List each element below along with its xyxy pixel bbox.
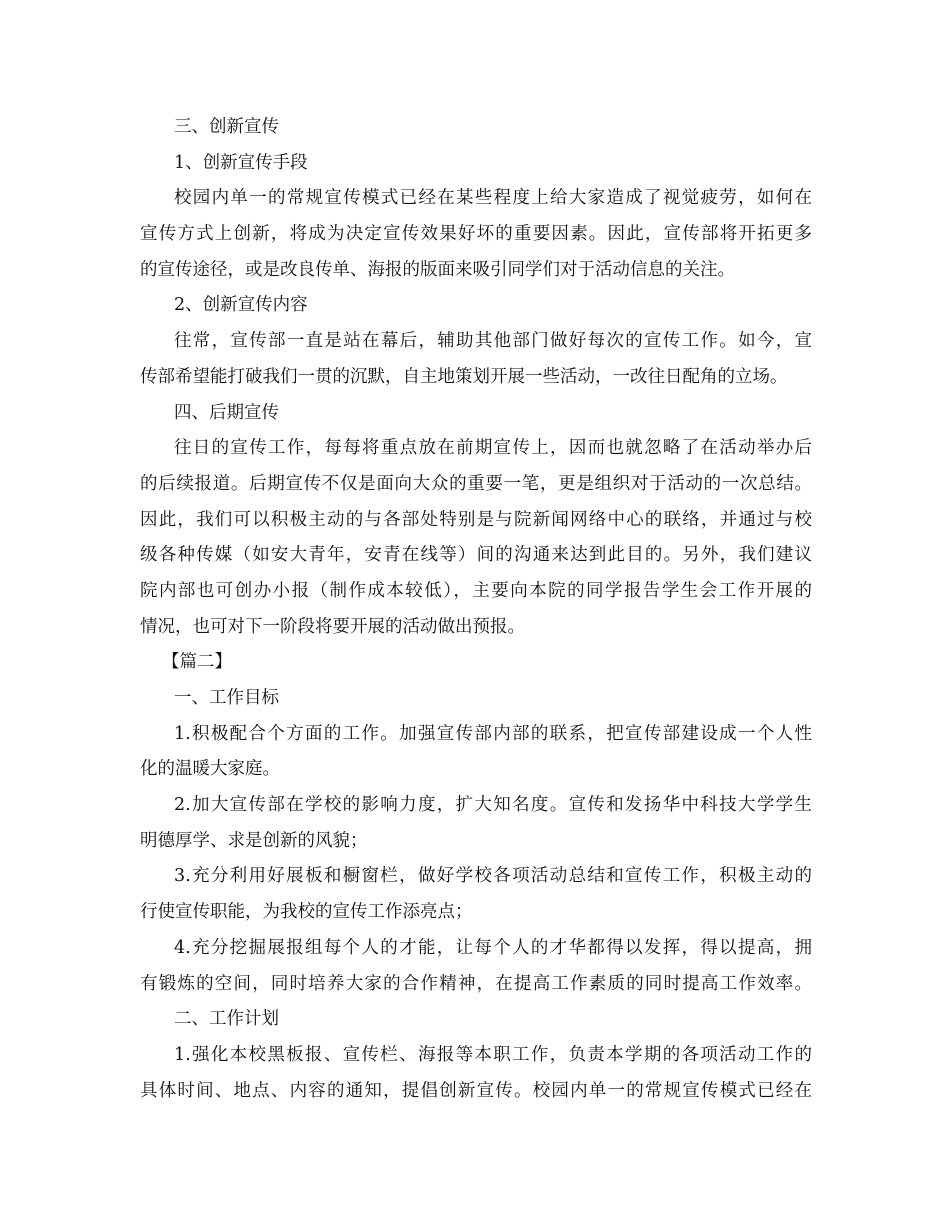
document-page (140, 110, 812, 1109)
list-item-line: 4.充分挖掘展报组每个人的才能，让每个人的才华都得以发挥，得以提高，拥 (174, 937, 812, 958)
list-item-line: 1.强化本校黑板报、宣传栏、海报等本职工作，负责本学期的各项活动工作的 (174, 1044, 812, 1065)
list-item-line: 明德厚学、求是创新的风貌； (140, 830, 368, 851)
paragraph-line: 传部希望能打破我们一贯的沉默，自主地策划开展一些活动，一改往日配角的立场。 (140, 366, 788, 387)
section-heading: 二、工作计划 (174, 1009, 279, 1030)
subsection-heading: 2、创新宣传内容 (174, 295, 308, 316)
list-item-line: 化的温暖大家庭。 (140, 759, 280, 780)
section-heading: 四、后期宣传 (174, 402, 279, 423)
list-item-line: 行使宣传职能，为我校的宣传工作添亮点； (140, 902, 473, 923)
paragraph-line: 情况，也可对下一阶段将要开展的活动做出预报。 (140, 616, 525, 637)
paragraph-line: 级各种传媒（如安大青年，安青在线等）间的沟通来达到此目的。另外，我们建议 (140, 545, 812, 566)
paragraph-line: 院内部也可创办小报（制作成本较低），主要向本院的同学报告学生会工作开展的 (140, 580, 812, 601)
paragraph-line: 的后续报道。后期宣传不仅是面向大众的重要一笔，更是组织对于活动的一次总结。 (140, 473, 812, 494)
paragraph-line: 宣传方式上创新，将成为决定宣传效果好坏的重要因素。因此，宣传部将开拓更多 (140, 224, 812, 245)
list-item-line: 有锻炼的空间，同时培养大家的合作精神，在提高工作素质的同时提高工作效率。 (140, 973, 812, 994)
part-title: 【篇二】 (162, 652, 232, 673)
paragraph-line: 往常，宣传部一直是站在幕后，辅助其他部门做好每次的宣传工作。如今，宣 (174, 331, 812, 352)
paragraph-line: 因此，我们可以积极主动的与各部处特别是与院新闻网络中心的联络，并通过与校 (140, 509, 812, 530)
paragraph-line: 往日的宣传工作，每每将重点放在前期宣传上，因而也就忽略了在活动举办后 (174, 438, 812, 459)
list-item-line: 2.加大宣传部在学校的影响力度，扩大知名度。宣传和发扬华中科技大学学生 (174, 795, 812, 816)
section-heading: 三、创新宣传 (174, 117, 279, 137)
list-item-line: 3.充分利用好展板和橱窗栏，做好学校各项活动总结和宣传工作，积极主动的 (174, 866, 812, 887)
subsection-heading: 1、创新宣传手段 (174, 152, 308, 173)
paragraph-line: 的宣传途径，或是改良传单、海报的版面来吸引同学们对于活动信息的关注。 (140, 259, 735, 280)
list-item-line: 具体时间、地点、内容的通知，提倡创新宣传。校园内单一的常规宣传模式已经在 (140, 1080, 812, 1101)
paragraph-line: 校园内单一的常规宣传模式已经在某些程度上给大家造成了视觉疲劳，如何在 (174, 188, 812, 209)
list-item-line: 1.积极配合个方面的工作。加强宣传部内部的联系，把宣传部建设成一个人性 (174, 723, 812, 744)
section-heading: 一、工作目标 (174, 688, 279, 708)
